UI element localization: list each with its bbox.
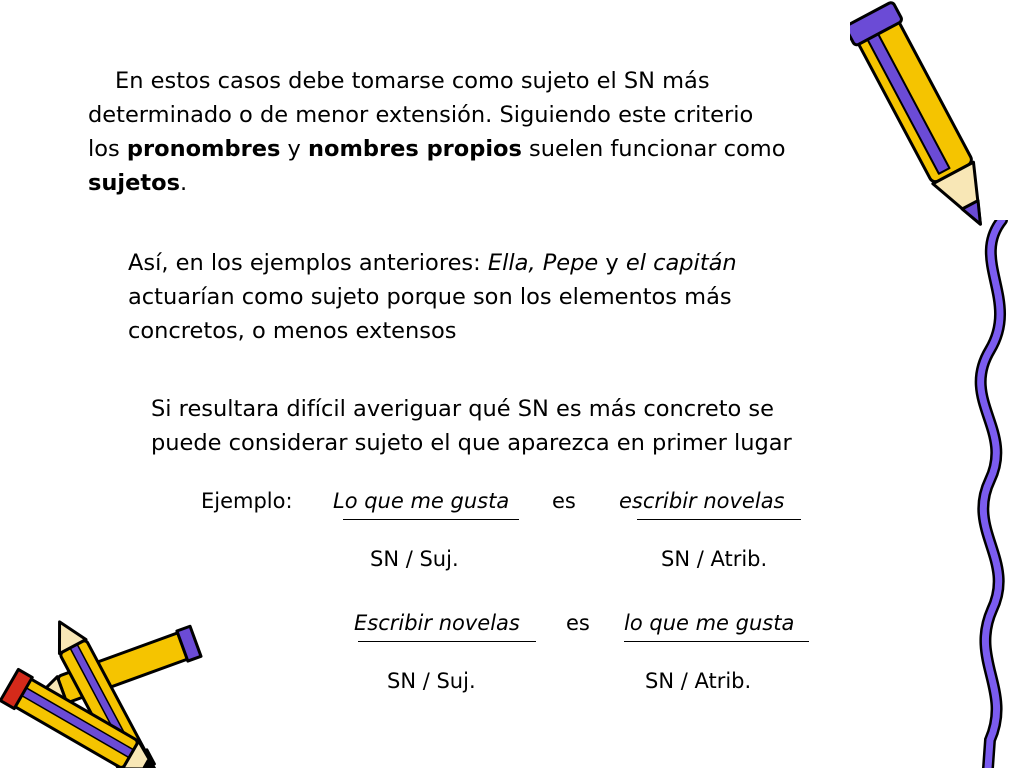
paragraph-1-line-2: determinado o de menor extensión. Siguiendo este criterio — [88, 102, 754, 128]
example-2-attribute-tag: SN / Atrib. — [645, 669, 752, 693]
paragraph-2 — [128, 246, 888, 348]
example-1-attribute: escribir novelas — [619, 489, 785, 513]
italic-examples: Ella, Pepe — [487, 250, 599, 276]
paragraph-3 — [151, 392, 921, 460]
example-2-subject: Escribir novelas — [354, 611, 520, 635]
bold-pronombres: pronombres — [126, 136, 281, 162]
example-1-verb: es — [552, 489, 576, 513]
example-2-subject-tag: SN / Suj. — [387, 669, 476, 693]
example-2-verb: es — [566, 611, 590, 635]
example-1-subject-underline — [343, 519, 519, 520]
bold-nombres-propios: nombres propios — [307, 136, 522, 162]
example-2-attribute: lo que me gusta — [624, 611, 795, 635]
bold-sujetos: sujetos — [88, 170, 180, 196]
example-2-attribute-underline — [624, 641, 809, 642]
crossed-pencils-icon — [0, 610, 210, 768]
ribbon-icon — [950, 220, 1024, 768]
example-1-attribute-tag: SN / Atrib. — [661, 547, 768, 571]
pencil-icon — [850, 0, 1000, 250]
paragraph-2-line-2: actuarían como sujeto porque son los elementos más — [128, 284, 732, 310]
paragraph-1-line-1: En estos casos debe tomarse como sujeto el SN más — [115, 68, 710, 94]
paragraph-1-line-4: sujetos. — [88, 170, 188, 196]
example-1-subject: Lo que me gusta — [333, 489, 510, 513]
example-1-attribute-underline — [637, 519, 801, 520]
paragraph-2-line-1: Así, en los ejemplos anteriores: Ella, Pepe y el capitán — [128, 250, 737, 276]
paragraph-1-line-3: los pronombres y nombres propios suelen funcionar como — [88, 136, 786, 162]
paragraph-3-line-1: Si resultara difícil averiguar qué SN es más concreto se — [151, 396, 775, 422]
example-label: Ejemplo: — [201, 489, 293, 513]
paragraph-3-line-2: puede considerar sujeto el que aparezca en primer lugar — [151, 430, 792, 456]
paragraph-1 — [88, 64, 888, 200]
example-2-subject-underline — [358, 641, 536, 642]
italic-el-capitan: el capitán — [625, 250, 737, 276]
example-1-subject-tag: SN / Suj. — [370, 547, 459, 571]
paragraph-2-line-3: concretos, o menos extensos — [128, 318, 457, 344]
